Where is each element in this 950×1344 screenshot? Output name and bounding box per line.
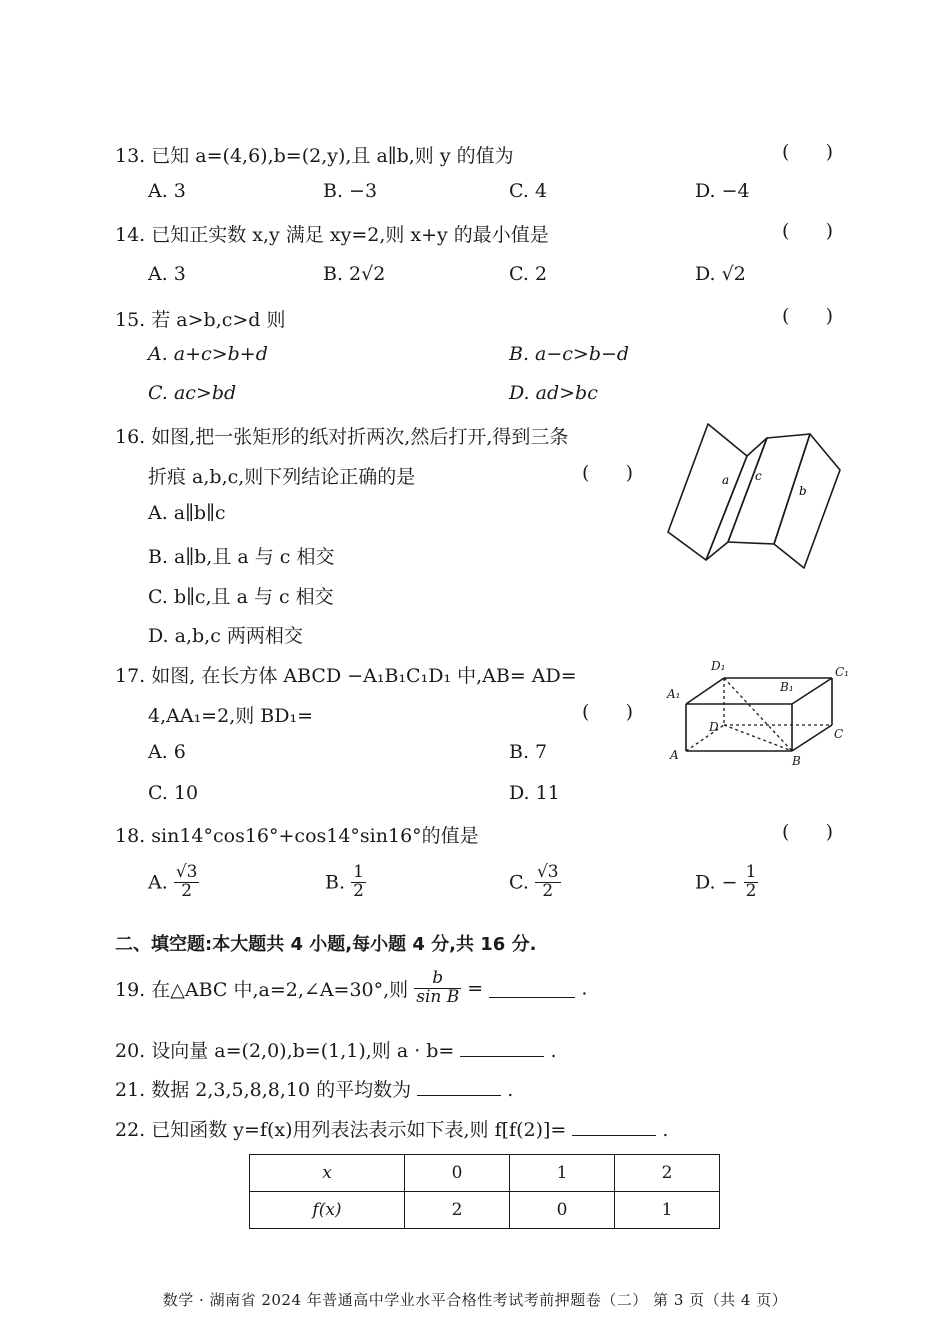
- q20: [115, 1036, 557, 1063]
- q18-answer-paren: ( ): [782, 821, 834, 843]
- q17-option-d: D. 11: [509, 782, 560, 804]
- q19-stem: 19. 在△ABC 中,a=2,∠A=30°,则: [115, 978, 409, 1001]
- q14-option-c: C. 2: [509, 263, 548, 285]
- q14-option-b: B. 2√2: [323, 263, 386, 285]
- q15-stem: 15. 若 a>b,c>d 则: [115, 309, 286, 331]
- q22-answer-blank[interactable]: [572, 1117, 656, 1136]
- q16-stem-line2: 折痕 a,b,c,则下列结论正确的是: [148, 466, 416, 488]
- q21: [115, 1075, 513, 1102]
- vertex-label-b: B: [792, 754, 801, 768]
- q21-answer-blank[interactable]: [417, 1077, 501, 1096]
- q18-option-d-label: D. −: [695, 871, 738, 894]
- q18-option-b-fraction: [351, 864, 366, 901]
- q18-option-c-numerator: √3: [536, 862, 559, 882]
- q21-stem: 21. 数据 2,3,5,8,8,10 的平均数为: [115, 1079, 412, 1101]
- function-table: [249, 1154, 720, 1229]
- q17-option-b: B. 7: [509, 741, 548, 763]
- vertex-label-c: C: [834, 727, 844, 741]
- q17-option-c: C. 10: [148, 782, 199, 804]
- vertex-label-d: D: [709, 720, 719, 734]
- q19-equals: =: [467, 977, 484, 1000]
- q15-option-d: D. ad>bc: [509, 382, 598, 404]
- crease-label-c: c: [755, 469, 762, 483]
- q22: [115, 1115, 668, 1142]
- q13-stem: 13. 已知 a=(4,6),b=(2,y),且 a∥b,则 y 的值为: [115, 145, 514, 167]
- table-row: [250, 1155, 720, 1192]
- q21-period: .: [507, 1079, 514, 1101]
- q13-option-c: C. 4: [509, 180, 548, 202]
- table-header-fx: f(x): [250, 1192, 405, 1229]
- table-cell: 0: [405, 1155, 510, 1192]
- q13-option-d: D. −4: [695, 180, 750, 202]
- q20-period: .: [550, 1040, 557, 1062]
- q18-option-c-label: C.: [509, 871, 529, 894]
- q18-option-a-denominator: 2: [181, 880, 193, 901]
- vertex-label-a: A: [670, 748, 679, 762]
- q18-option-b-denominator: 2: [353, 880, 364, 901]
- q16-stem-line1: 16. 如图,把一张矩形的纸对折两次,然后打开,得到三条: [115, 426, 569, 448]
- q18-stem: 18. sin14°cos16°+cos14°sin16°的值是: [115, 825, 479, 847]
- q18-option-c-denominator: 2: [542, 880, 554, 901]
- q16-answer-paren: ( ): [582, 462, 634, 484]
- q18-option-a-numerator: √3: [175, 862, 198, 882]
- q19-fraction: [414, 970, 461, 1007]
- q18-option-a-fraction: [174, 864, 200, 901]
- q22-stem: 22. 已知函数 y=f(x)用列表法表示如下表,则 f[f(2)]=: [115, 1119, 567, 1141]
- q15-answer-paren: ( ): [782, 305, 834, 327]
- q20-answer-blank[interactable]: [460, 1038, 544, 1057]
- table-header-x: x: [250, 1155, 405, 1192]
- q17-stem-line2: 4,AA₁=2,则 BD₁=: [148, 705, 314, 727]
- q19-numerator: b: [414, 970, 461, 989]
- cuboid-figure: [664, 655, 854, 770]
- vertex-label-c1: C₁: [835, 665, 849, 679]
- q18-option-d: [695, 864, 758, 901]
- page-footer: 数学 · 湖南省 2024 年普通高中学业水平合格性考试考前押题卷（二） 第 3 页（共 4 页）: [162, 1291, 788, 1309]
- q15-option-c: C. ac>bd: [148, 382, 237, 404]
- q14-stem: 14. 已知正实数 x,y 满足 xy=2,则 x+y 的最小值是: [115, 224, 549, 246]
- q18-option-b: [325, 864, 366, 901]
- q18-option-a-label: A.: [148, 871, 168, 894]
- q17-stem-line1: 17. 如图, 在长方体 ABCD −A₁B₁C₁D₁ 中,AB= AD=: [115, 665, 577, 687]
- q13-option-a: A. 3: [148, 180, 186, 202]
- crease-label-a: a: [722, 473, 730, 487]
- table-cell: 1: [615, 1192, 720, 1229]
- q15-option-b: B. a−c>b−d: [509, 343, 630, 365]
- vertex-label-a1: A₁: [667, 687, 681, 701]
- q16-option-a: A. a∥b∥c: [148, 502, 226, 524]
- table-cell: 0: [510, 1192, 615, 1229]
- vertex-label-b1: B₁: [780, 680, 794, 694]
- vertex-label-d1: D₁: [711, 659, 726, 673]
- section-2-heading: 二、填空题:本大题共 4 小题,每小题 4 分,共 16 分.: [115, 934, 537, 955]
- q19-denominator: sin B: [416, 986, 460, 1007]
- q17-option-a: A. 6: [148, 741, 186, 763]
- q18-option-d-numerator: 1: [745, 862, 757, 882]
- q18-option-d-fraction: [744, 864, 759, 901]
- q19: [115, 970, 587, 1007]
- q14-option-a: A. 3: [148, 263, 186, 285]
- table-cell: 1: [510, 1155, 615, 1192]
- q18-option-b-numerator: 1: [353, 862, 364, 882]
- q13-option-b: B. −3: [323, 180, 378, 202]
- table-cell: 2: [405, 1192, 510, 1229]
- q16-option-c: C. b∥c,且 a 与 c 相交: [148, 586, 334, 608]
- q14-answer-paren: ( ): [782, 220, 834, 242]
- q13-answer-paren: ( ): [782, 141, 834, 163]
- q20-stem: 20. 设向量 a=(2,0),b=(1,1),则 a · b=: [115, 1040, 455, 1062]
- q18-option-d-denominator: 2: [745, 880, 757, 901]
- q19-answer-blank[interactable]: [489, 979, 575, 998]
- table-row: [250, 1192, 720, 1229]
- q17-answer-paren: ( ): [582, 701, 634, 723]
- table-cell: 2: [615, 1155, 720, 1192]
- q22-period: .: [662, 1119, 669, 1141]
- q18-option-c-fraction: [535, 864, 561, 901]
- q16-option-d: D. a,b,c 两两相交: [148, 625, 303, 647]
- folded-paper-figure: [660, 418, 850, 574]
- q14-option-d: D. √2: [695, 263, 746, 285]
- q16-option-b: B. a∥b,且 a 与 c 相交: [148, 546, 335, 568]
- q18-option-c: [509, 864, 561, 901]
- q15-option-a: A. a+c>b+d: [148, 343, 268, 365]
- crease-label-b: b: [799, 484, 807, 498]
- q18-option-a: [148, 864, 199, 901]
- q19-period: .: [581, 977, 588, 1000]
- q18-option-b-label: B.: [325, 871, 346, 894]
